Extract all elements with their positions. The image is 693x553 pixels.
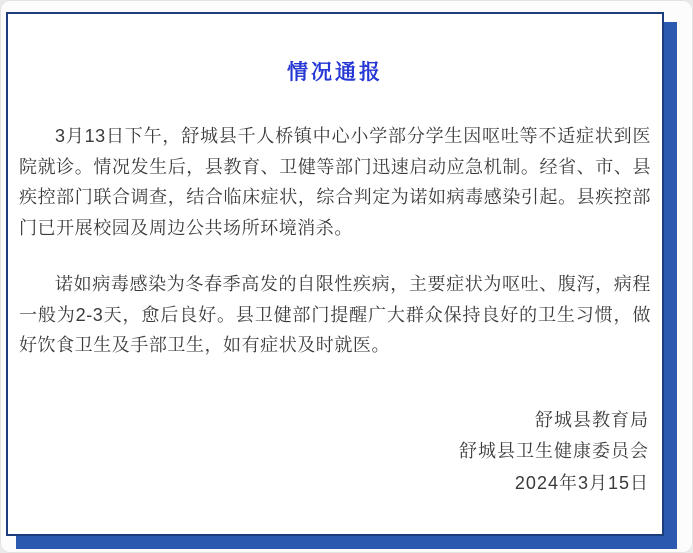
signature-org-health-committee: 舒城县卫生健康委员会: [459, 441, 649, 461]
notice-paragraph-2: 诺如病毒感染为冬春季高发的自限性疾病，主要症状为呕吐、腹泻，病程一般为2-3天，愈后良好。县卫健部门提醒广大群众保持良好的卫生习惯，做好饮食卫生及手部卫生，如有症状及时就医。: [19, 274, 651, 355]
notice-title: 情况通报: [287, 61, 383, 84]
signature-date: 2024年3月15日: [514, 472, 649, 493]
signature-block: [19, 405, 651, 500]
notice-paragraph-1: 3月13日下午，舒城县千人桥镇中心小学部分学生因呕吐等不适症状到医院就诊。情况发生后，县教育、卫健等部门迅速启动应急机制。经省、市、县疾控部门联合调查，结合临床症状，综合判定为诺如病毒感染引起。县疾控部门已开展校园及周边公共场所环境消杀。: [19, 126, 651, 238]
notice-content: [8, 60, 662, 499]
notice-card: [6, 12, 664, 536]
signature-org-education-bureau: 舒城县教育局: [535, 409, 649, 430]
